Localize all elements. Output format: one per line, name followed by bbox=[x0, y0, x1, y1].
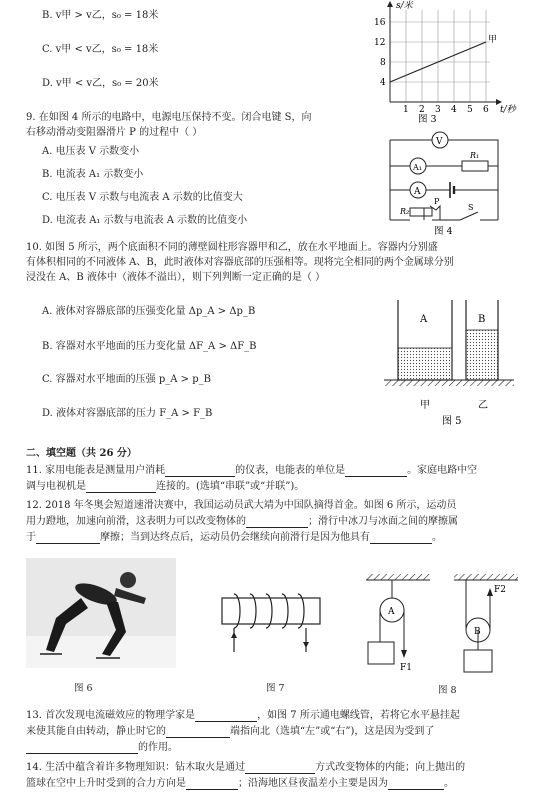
fig3-ylabel: s/米 bbox=[396, 1, 413, 11]
q12-text-c: 于 bbox=[26, 532, 36, 543]
figure-7-solenoid bbox=[212, 590, 332, 670]
fig3-ytick: 8 bbox=[380, 58, 386, 68]
q14-blank-1[interactable] bbox=[245, 763, 315, 774]
fig5-yi: 乙 bbox=[478, 400, 488, 411]
q11-blank-3[interactable] bbox=[86, 482, 156, 493]
q13-blank-1[interactable] bbox=[195, 711, 257, 722]
fig3-xlabel: t/秒 bbox=[500, 105, 516, 115]
figure-7-caption: 图 7 bbox=[266, 683, 285, 694]
fig3-xtick: 4 bbox=[451, 105, 457, 115]
fig4-caption: 图 4 bbox=[434, 226, 453, 237]
q12-text-b: ；滑行中冰刀与冰面之间的摩擦属 bbox=[308, 516, 458, 527]
figure-3-graph bbox=[360, 0, 540, 125]
fig8-label-a: A bbox=[388, 607, 395, 617]
q8-option-c: C. v甲 < v乙，s₀ = 18米 bbox=[42, 44, 159, 55]
q12-text-e: 。 bbox=[432, 532, 442, 543]
fig5-jia: 甲 bbox=[420, 400, 430, 411]
fig4-p-label: P bbox=[434, 197, 440, 206]
q14-line1 bbox=[26, 762, 465, 774]
q12-blank-1[interactable] bbox=[246, 517, 308, 528]
fig8-label-b: B bbox=[474, 627, 481, 637]
q14-text-e: 。 bbox=[444, 778, 454, 789]
q10-option-a: A. 液体对容器底部的压强变化量 Δp_A > Δp_B bbox=[42, 306, 256, 317]
q14-blank-2[interactable] bbox=[186, 779, 238, 790]
q10-line1: 10. 如图 5 所示，两个底面积不同的薄壁圆柱形容器甲和乙，放在水平地面上。容器内分别盛 bbox=[26, 242, 438, 253]
q12-text-a: 用力蹬地，加速向前滑，这表明力可以改变物体的 bbox=[26, 516, 246, 527]
q12-blank-3[interactable] bbox=[370, 533, 432, 544]
q14-text-c: 篮球在空中上升时受到的合力方向是 bbox=[26, 778, 186, 789]
q8-option-d: D. v甲 < v乙，s₀ = 20米 bbox=[42, 78, 159, 89]
q9-option-b: B. 电流表 A₁ 示数变小 bbox=[42, 169, 144, 180]
q14-text-a: 14. 生活中蕴含着许多物理知识：钻木取火是通过 bbox=[26, 762, 246, 773]
q10-option-d: D. 液体对容器底部的压力 F_A > F_B bbox=[42, 408, 213, 419]
fig5-label-a: A bbox=[420, 314, 428, 325]
q10-option-c: C. 容器对水平地面的压强 p_A > p_B bbox=[42, 374, 211, 385]
q9-option-a: A. 电压表 V 示数变小 bbox=[42, 146, 140, 157]
q12-line3 bbox=[26, 532, 442, 544]
figure-6-caption: 图 6 bbox=[74, 683, 93, 694]
figure-8-caption: 图 8 bbox=[438, 685, 457, 696]
fig3-ytick: 12 bbox=[374, 38, 386, 48]
fig3-xtick: 2 bbox=[419, 105, 425, 115]
q12-line2 bbox=[26, 516, 458, 528]
q14-text-d: ；沿海地区昼夜温差小主要是因为 bbox=[238, 778, 388, 789]
fig3-series-label: 甲 bbox=[488, 35, 498, 45]
q10-line3: 浸没在 A、B 液体中（液体不溢出），则下列判断一定正确的是（ ） bbox=[26, 272, 326, 283]
q12-blank-2[interactable] bbox=[36, 533, 100, 544]
q11-line2 bbox=[26, 481, 304, 493]
q9-option-c: C. 电压表 V 示数与电流表 A 示数的比值变大 bbox=[42, 192, 243, 203]
q11-text-e: 连接的。(选填“串联”或“并联”)。 bbox=[156, 481, 305, 492]
q11-blank-1[interactable] bbox=[165, 466, 235, 477]
figure-8-pulleys bbox=[360, 572, 530, 682]
q13-text-a: 13. 首次发现电流磁效应的物理学家是 bbox=[26, 710, 196, 721]
q11-text-d: 调与电视机是 bbox=[26, 481, 86, 492]
figure-6-skater-photo bbox=[26, 558, 176, 668]
q11-line1 bbox=[26, 465, 477, 477]
fig3-xtick: 1 bbox=[403, 105, 409, 115]
q10-option-b: B. 容器对水平地面的压力变化量 ΔF_A > ΔF_B bbox=[42, 341, 257, 352]
fig8-label-f2: F2 bbox=[494, 585, 506, 595]
figure-4-circuit bbox=[380, 128, 530, 238]
fig3-xtick: 3 bbox=[435, 105, 441, 115]
fig5-label-b: B bbox=[478, 314, 486, 325]
fig3-xtick: 6 bbox=[483, 105, 489, 115]
fig4-s-label: S bbox=[468, 203, 474, 212]
q13-text-b: ，如图 7 所示通电螺线管，若将它水平悬挂起 bbox=[257, 710, 460, 721]
q11-text-c: 。家庭电路中空 bbox=[407, 465, 478, 476]
fig3-xtick: 5 bbox=[467, 105, 473, 115]
section-title: 二、填空题（共 26 分） bbox=[26, 448, 137, 459]
q13-text-e: 的作用。 bbox=[138, 742, 178, 753]
fig5-caption: 图 5 bbox=[442, 416, 462, 427]
q14-line2 bbox=[26, 778, 454, 790]
q14-blank-3[interactable] bbox=[388, 779, 444, 790]
q12-text-d: 摩擦；当到达终点后，运动员仍会继续向前滑行是因为他具有 bbox=[100, 532, 370, 543]
fig8-label-f1: F1 bbox=[400, 663, 412, 673]
fig4-ammeter-a1-label: A₁ bbox=[413, 163, 422, 172]
q9-line1: 9. 在如图 4 所示的电路中，电源电压保持不变。闭合电键 S，向 bbox=[26, 112, 312, 123]
q13-line3 bbox=[26, 742, 178, 754]
fig4-voltmeter-label: V bbox=[436, 137, 443, 147]
q13-blank-3[interactable] bbox=[26, 743, 138, 754]
q14-text-b: 方式改变物体的内能；向上抛出的 bbox=[315, 762, 466, 773]
fig4-r1-label: R₁ bbox=[470, 151, 480, 160]
q12-line1: 12. 2018 年冬奥会短道速滑决赛中，我国运动员武大靖为中国队摘得首金。如图 6 所示，运动员 bbox=[26, 500, 457, 511]
fig4-r2-label: R₂ bbox=[400, 207, 410, 216]
q10-line2: 有体积相同的不同液体 A、B，此时液体对容器底部的压强相等。现将完全相同的两个金属球分别 bbox=[26, 257, 454, 268]
q13-text-c: 来使其能自由转动，静止时它的 bbox=[26, 726, 166, 737]
q11-blank-2[interactable] bbox=[345, 466, 407, 477]
q9-line2: 右移动滑动变阻器滑片 P 的过程中（ ） bbox=[26, 127, 203, 138]
fig3-ytick: 16 bbox=[374, 18, 386, 28]
q13-line2 bbox=[26, 726, 434, 738]
fig4-ammeter-a-label: A bbox=[414, 187, 421, 197]
q13-text-d: 端指向北（选填“左”或“右”)，这是因为受到了 bbox=[230, 726, 435, 737]
q11-text-b: 的仪表，电能表的单位是 bbox=[235, 465, 346, 476]
q13-blank-2[interactable] bbox=[166, 727, 230, 738]
q11-text-a: 11. 家用电能表是测量用户消耗 bbox=[26, 465, 166, 476]
fig3-ytick: 4 bbox=[380, 78, 386, 88]
q8-option-b: B. v甲 > v乙，s₀ = 18米 bbox=[42, 10, 159, 21]
fig3-caption: 图 3 bbox=[418, 114, 437, 125]
q9-option-d: D. 电流表 A₁ 示数与电流表 A 示数的比值变小 bbox=[42, 215, 248, 226]
q13-line1 bbox=[26, 710, 460, 722]
figure-5-containers bbox=[376, 296, 526, 436]
